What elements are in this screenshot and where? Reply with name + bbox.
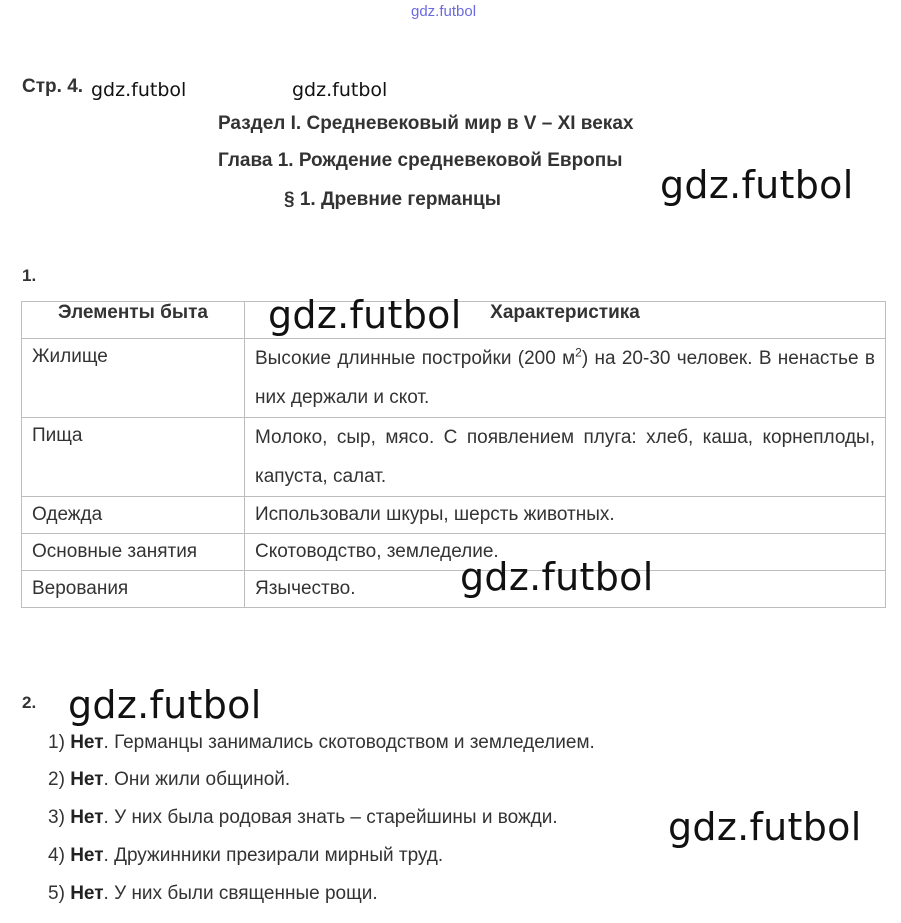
answer-verdict: Нет xyxy=(70,807,104,828)
section-title: Раздел I. Средневековый мир в V – XI веках xyxy=(218,113,634,134)
answer-text: . Германцы занимались скотоводством и земледелием. xyxy=(103,732,595,753)
table-cell-element: Верования xyxy=(22,571,245,608)
table-cell-description: Молоко, сыр, мясо. С появлением плуга: хлеб, каша, корнеплоды, капуста, салат. xyxy=(245,418,886,497)
table-cell-element: Одежда xyxy=(22,497,245,534)
table-row xyxy=(22,497,886,534)
table-row xyxy=(22,339,886,418)
answer-text: . Дружинники презирали мирный труд. xyxy=(103,845,444,866)
answer-verdict: Нет xyxy=(70,883,104,904)
watermark-top: gdz.futbol xyxy=(411,3,477,20)
table-cell-description: Язычество. xyxy=(245,571,886,608)
answer-number: 3) xyxy=(48,807,65,828)
task-2-number: 2. xyxy=(22,693,37,712)
household-table xyxy=(21,301,886,608)
superscript: 2 xyxy=(575,345,582,360)
table-row xyxy=(22,534,886,571)
watermark: gdz.futbol xyxy=(660,163,854,207)
watermark: gdz.futbol xyxy=(668,805,862,849)
answer-number: 1) xyxy=(48,732,65,753)
answer-item xyxy=(48,883,378,905)
answer-text: . Они жили общиной. xyxy=(103,769,291,790)
table-cell-description: Скотоводство, земледелие. xyxy=(245,534,886,571)
answer-item xyxy=(48,845,443,867)
page-label: Стр. 4. xyxy=(22,76,84,97)
watermark: gdz.futbol xyxy=(91,79,187,101)
answer-text: . У них была родовая знать – старейшины и вожди. xyxy=(103,807,558,828)
answer-item xyxy=(48,769,290,791)
table-cell-description: Использовали шкуры, шерсть животных. xyxy=(245,497,886,534)
answer-number: 4) xyxy=(48,845,65,866)
watermark: gdz.futbol xyxy=(292,79,388,101)
answer-verdict: Нет xyxy=(70,732,104,753)
table-cell-element: Основные занятия xyxy=(22,534,245,571)
table-cell-element: Жилище xyxy=(22,339,245,418)
watermark: gdz.futbol xyxy=(68,683,262,727)
table-row xyxy=(22,418,886,497)
answer-number: 5) xyxy=(48,883,65,904)
table-cell-description xyxy=(245,339,886,418)
column-header-elements: Элементы быта xyxy=(22,302,245,339)
answer-text: . У них были священные рощи. xyxy=(103,883,378,904)
answer-item xyxy=(48,732,595,754)
chapter-title: Глава 1. Рождение средневековой Европы xyxy=(218,150,623,171)
table-row xyxy=(22,571,886,608)
description-text: ) на 20-30 человек. В ненастье в них держали и скот. xyxy=(255,348,875,408)
task-1-number: 1. xyxy=(22,266,37,285)
watermark: gdz.futbol xyxy=(460,555,654,599)
column-header-characteristics: Характеристика xyxy=(245,302,886,339)
answer-verdict: Нет xyxy=(70,845,104,866)
answer-number: 2) xyxy=(48,769,65,790)
answer-verdict: Нет xyxy=(70,769,104,790)
table-cell-element: Пища xyxy=(22,418,245,497)
watermark: gdz.futbol xyxy=(268,293,462,337)
answer-item xyxy=(48,807,558,829)
paragraph-title: § 1. Древние германцы xyxy=(284,189,501,210)
description-text: Высокие длинные постройки (200 м xyxy=(255,348,576,369)
